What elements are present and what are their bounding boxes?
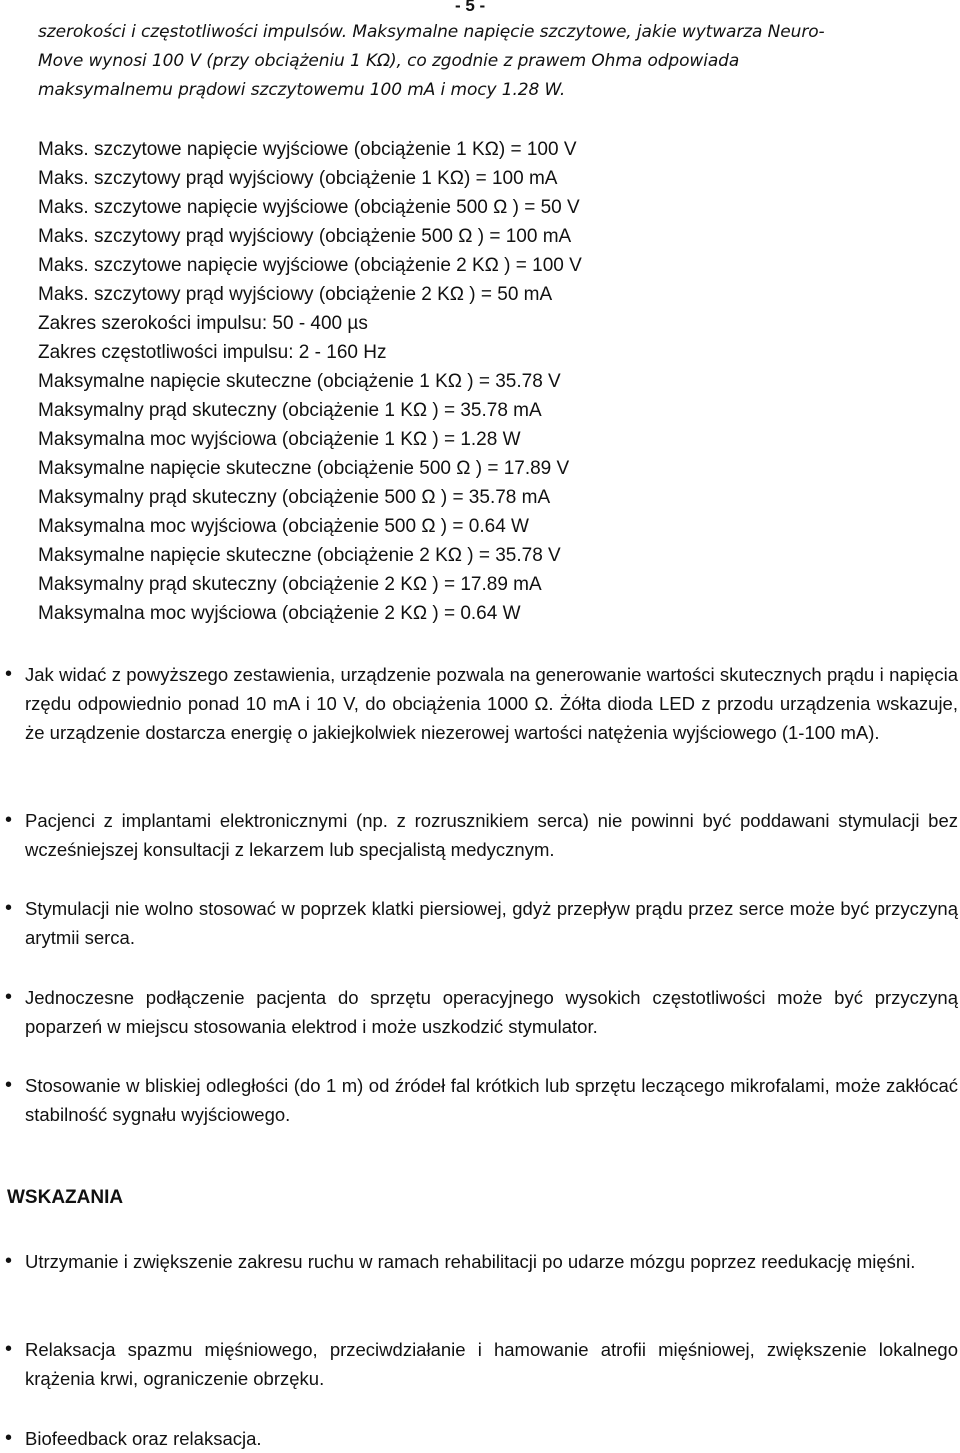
bullet-icon: • [5, 1338, 13, 1360]
spec-line: Maks. szczytowe napięcie wyjściowe (obciążenie 1 KΩ) = 100 V [38, 139, 577, 160]
spec-line: Maksymalna moc wyjściowa (obciążenie 500 Ω ) = 0.64 W [38, 516, 529, 537]
spec-line: Maks. szczytowy prąd wyjściowy (obciążenie 2 KΩ ) = 50 mA [38, 284, 553, 305]
spec-list [38, 135, 582, 628]
indication-text: Utrzymanie i zwiększenie zakresu ruchu w ramach rehabilitacji po udarze mózgu poprzez reedukację mięśni. [25, 1251, 916, 1272]
warning-text: Stosowanie w bliskiej odległości (do 1 m) od źródeł fal krótkich lub sprzętu leczącego mikrofalami, może zakłócać stabilność sygnału wyjściowego. [25, 1075, 958, 1125]
bullet-icon: • [5, 663, 13, 685]
bullet-icon: • [5, 1427, 13, 1449]
bullet-icon: • [5, 986, 13, 1008]
spec-line: Maksymalne napięcie skuteczne (obciążenie 1 KΩ ) = 35.78 V [38, 371, 561, 392]
intro-line: Move wynosi 100 V (przy obciążeniu 1 KΩ), co zgodnie z prawem Ohma odpowiada [38, 51, 740, 71]
spec-line: Maksymalny prąd skuteczny (obciążenie 500 Ω ) = 35.78 mA [38, 487, 551, 508]
spec-line: Maks. szczytowy prąd wyjściowy (obciążenie 1 KΩ) = 100 mA [38, 168, 558, 189]
intro-line: szerokości i częstotliwości impulsów. Maksymalne napięcie szczytowe, jakie wytwarza Neuro- [38, 22, 825, 42]
bullet-icon: • [5, 1250, 13, 1272]
spec-line: Maksymalna moc wyjściowa (obciążenie 1 KΩ ) = 1.28 W [38, 429, 521, 450]
page-number: - 5 - [455, 0, 486, 15]
bullet-icon: • [5, 897, 13, 919]
spec-line: Zakres szerokości impulsu: 50 - 400 µs [38, 313, 368, 334]
intro-line: maksymalnemu prądowi szczytowemu 100 mA i mocy 1.28 W. [38, 80, 566, 100]
spec-line: Maksymalna moc wyjściowa (obciążenie 2 KΩ ) = 0.64 W [38, 603, 521, 624]
bullet-icon: • [5, 1074, 13, 1096]
spec-line: Maks. szczytowy prąd wyjściowy (obciążenie 500 Ω ) = 100 mA [38, 226, 572, 247]
bullet-icon: • [5, 809, 13, 831]
spec-line: Maks. szczytowe napięcie wyjściowe (obciążenie 500 Ω ) = 50 V [38, 197, 580, 218]
indication-text: Biofeedback oraz relaksacja. [25, 1428, 262, 1449]
spec-line: Maksymalny prąd skuteczny (obciążenie 2 KΩ ) = 17.89 mA [38, 574, 542, 595]
spec-line: Zakres częstotliwości impulsu: 2 - 160 Hz [38, 342, 387, 363]
warning-text: Stymulacji nie wolno stosować w poprzek klatki piersiowej, gdyż przepływ prądu przez serce może być przyczyną arytmii serca. [25, 898, 958, 948]
indications-heading: WSKAZANIA [7, 1187, 124, 1208]
intro-paragraph [38, 18, 958, 105]
warning-text: Jak widać z powyższego zestawienia, urządzenie pozwala na generowanie wartości skutecznych prądu i napięcia rzędu odpowiednio ponad 10 mA i 10 V, do obciążenia 1000 Ω. Żółta dioda LED z przodu urządzenia wskazuje, że urządzenie dostarcza energię o jakiejkolwiek niezerowej wartości natężenia wyjściowego (1-100 mA). [25, 664, 958, 743]
spec-line: Maks. szczytowe napięcie wyjściowe (obciążenie 2 KΩ ) = 100 V [38, 255, 582, 276]
indication-text: Relaksacja spazmu mięśniowego, przeciwdziałanie i hamowanie atrofii mięśniowej, zwiększenie lokalnego krążenia krwi, ograniczenie obrzęku. [25, 1339, 958, 1389]
spec-line: Maksymalne napięcie skuteczne (obciążenie 2 KΩ ) = 35.78 V [38, 545, 561, 566]
spec-line: Maksymalny prąd skuteczny (obciążenie 1 KΩ ) = 35.78 mA [38, 400, 542, 421]
spec-line: Maksymalne napięcie skuteczne (obciążenie 500 Ω ) = 17.89 V [38, 458, 570, 479]
warning-text: Jednoczesne podłączenie pacjenta do sprzętu operacyjnego wysokich częstotliwości może być przyczyną poparzeń w miejscu stosowania elektrod i może uszkodzić stymulator. [25, 987, 958, 1037]
warning-text: Pacjenci z implantami elektronicznymi (np. z rozrusznikiem serca) nie powinni być poddawani stymulacji bez wcześniejszej konsultacji z lekarzem lub specjalistą medycznym. [25, 810, 958, 860]
